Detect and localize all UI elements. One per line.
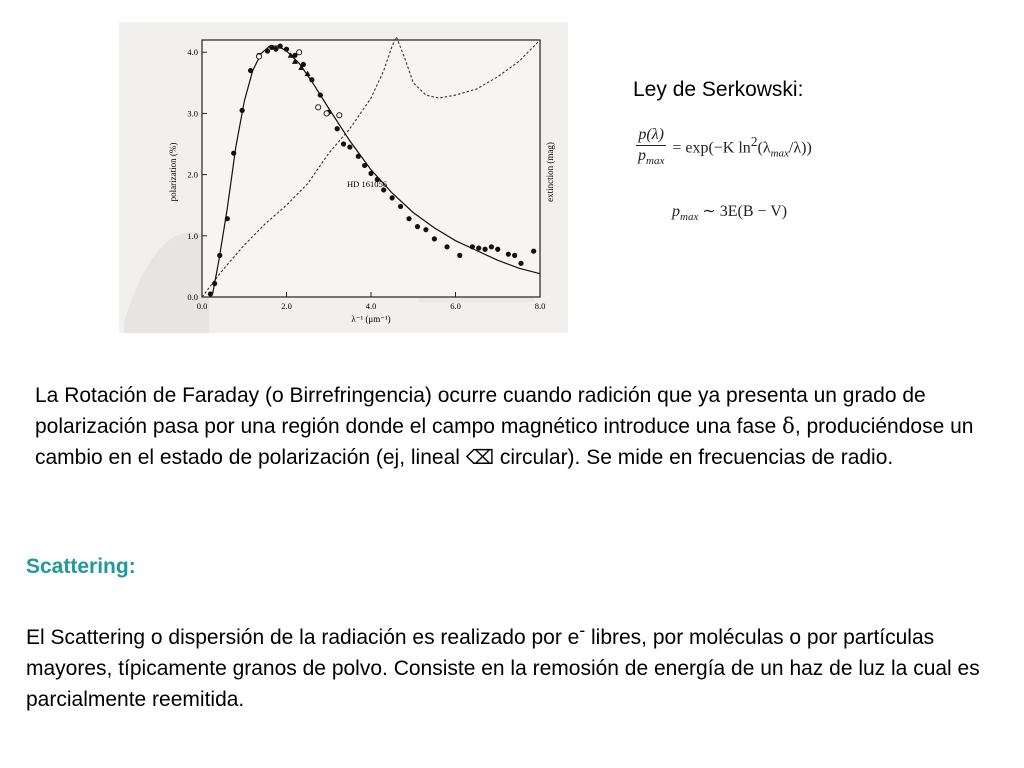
data-point-open bbox=[316, 105, 321, 110]
data-point bbox=[531, 249, 536, 254]
data-point bbox=[457, 253, 462, 258]
formula-den-sub: max bbox=[646, 155, 665, 168]
data-point bbox=[248, 68, 253, 73]
x-tick-label: 0.0 bbox=[196, 301, 208, 311]
electron-superscript: - bbox=[579, 620, 586, 640]
data-point bbox=[470, 244, 475, 249]
y-tick-label: 1.0 bbox=[187, 230, 198, 241]
pmax-rhs: ∼ 3E(B − V) bbox=[698, 203, 788, 220]
data-point bbox=[476, 245, 481, 250]
y-tick-label: 0.0 bbox=[187, 292, 198, 302]
data-point bbox=[444, 244, 449, 249]
data-point bbox=[482, 247, 487, 252]
data-point bbox=[318, 92, 323, 97]
pmax-formula bbox=[672, 201, 787, 223]
data-point bbox=[231, 151, 236, 156]
y-tick-label: 4.0 bbox=[187, 47, 198, 58]
data-point bbox=[212, 281, 217, 286]
data-point bbox=[284, 47, 289, 52]
formula-sup: 2 bbox=[750, 133, 758, 149]
formula-rhs-post: /λ)) bbox=[788, 139, 812, 157]
data-point bbox=[512, 253, 517, 258]
y-tick-label: 2.0 bbox=[187, 169, 198, 180]
x-axis-label: λ⁻¹ (μm⁻¹) bbox=[351, 314, 391, 324]
data-point bbox=[398, 204, 403, 209]
serkowski-law-title: Ley de Serkowski: bbox=[633, 78, 804, 101]
polarization-figure bbox=[119, 22, 568, 333]
data-point bbox=[518, 261, 523, 266]
data-point bbox=[362, 163, 367, 168]
plot-frame bbox=[202, 40, 540, 297]
pmax-sub: max bbox=[680, 211, 699, 224]
x-tick-label: 4.0 bbox=[365, 301, 377, 311]
scattering-heading: Scattering: bbox=[26, 555, 136, 578]
left-y-axis-label: polarization (%) bbox=[168, 142, 178, 202]
faraday-text-1: La Rotación de Faraday (o Birrefringencia) ocurre cuando radición que ya presenta un grado de polarización pasa por una región donde el campo magnético introduce una fase bbox=[35, 384, 926, 438]
y-tick-label: 3.0 bbox=[187, 108, 198, 119]
star-label: HD 161056 bbox=[347, 179, 387, 189]
scan-shadow bbox=[124, 232, 209, 333]
data-point bbox=[225, 216, 230, 221]
serkowski-formula bbox=[636, 126, 812, 167]
data-point bbox=[265, 48, 270, 53]
data-point bbox=[368, 171, 373, 176]
data-point bbox=[240, 108, 245, 113]
data-point-open bbox=[297, 50, 302, 55]
data-point bbox=[347, 144, 352, 149]
data-point bbox=[415, 224, 420, 229]
x-tick-label: 8.0 bbox=[534, 301, 546, 311]
formula-rhs bbox=[672, 134, 811, 160]
faraday-text-2: , produciéndose un cambio en el estado de polarización (ej, lineal bbox=[35, 415, 974, 469]
data-point bbox=[217, 253, 222, 258]
data-point-open bbox=[324, 111, 329, 116]
data-point bbox=[489, 244, 494, 249]
formula-rhs-mid: (λ bbox=[757, 139, 771, 157]
right-y-axis-label: extinction (mag) bbox=[545, 142, 555, 202]
scattering-paragraph bbox=[26, 615, 986, 715]
x-tick-label: 6.0 bbox=[450, 301, 461, 311]
data-point bbox=[406, 216, 411, 221]
data-point bbox=[335, 126, 340, 131]
data-point bbox=[506, 252, 511, 257]
pmax-p: p bbox=[672, 203, 680, 220]
data-point bbox=[356, 154, 361, 159]
data-point bbox=[208, 291, 213, 296]
data-point-open bbox=[256, 54, 261, 59]
data-point bbox=[278, 44, 283, 49]
polarization-chart bbox=[119, 22, 568, 333]
data-point-open bbox=[337, 113, 342, 118]
scattering-text-2: libres, por moléculas o por partículas mayores, típicamente granos de polvo. Consiste en la remosión de energía de un haz de luz la cual es parcialmente reemitida. bbox=[26, 626, 980, 711]
formula-den-base: p bbox=[638, 147, 646, 164]
faraday-text-3: circular). Se mide en frecuencias de radio. bbox=[494, 446, 894, 469]
formula-denominator bbox=[636, 146, 666, 167]
formula-rhs-sub: max bbox=[770, 147, 789, 160]
data-point bbox=[273, 47, 278, 52]
arrow-symbol-icon: ⌫ bbox=[465, 445, 495, 469]
formula-rhs-pre: = exp(−K ln bbox=[672, 139, 751, 157]
data-point bbox=[495, 247, 500, 252]
x-tick-label: 2.0 bbox=[281, 301, 292, 311]
formula-fraction bbox=[636, 126, 666, 167]
faraday-paragraph bbox=[35, 380, 995, 473]
scattering-text-1: El Scattering o dispersión de la radiación es realizado por e bbox=[26, 626, 580, 649]
data-point bbox=[423, 227, 428, 232]
data-point bbox=[309, 77, 314, 82]
data-point bbox=[341, 141, 346, 146]
delta-symbol: δ bbox=[782, 414, 795, 438]
formula-numerator: p(λ) bbox=[636, 126, 666, 146]
data-point bbox=[390, 195, 395, 200]
data-point bbox=[432, 236, 437, 241]
